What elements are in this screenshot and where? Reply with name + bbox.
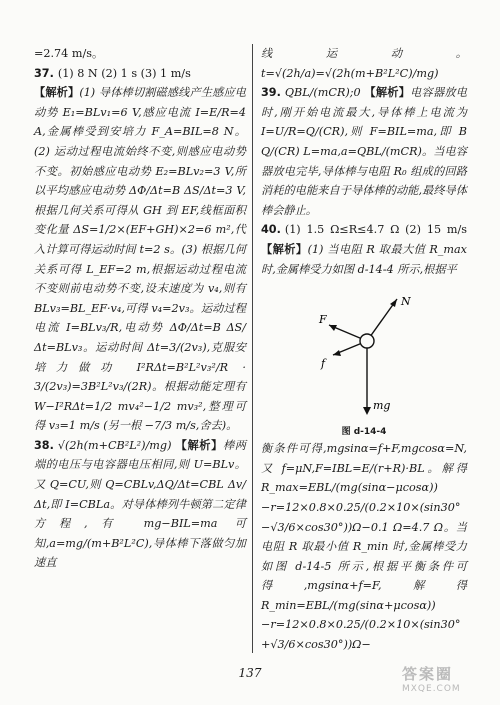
q40-analysis-tag: 【解析】	[261, 241, 308, 256]
q40-number: 40.	[261, 223, 281, 237]
force-N-head	[390, 299, 397, 307]
q38-answer: √(2h(m+CB²L²)/mg)	[57, 438, 172, 452]
q37-analysis-tag: 【解析】	[34, 85, 80, 100]
q39-block	[261, 83, 467, 220]
q36-ending: =2.74 m/s。	[34, 47, 104, 60]
q38-number: 38.	[34, 438, 54, 452]
q40-intro: (1) 当电阻 R 取最大值 R_max 时,金属棒受力如图 d-14-4 所示,根据平	[261, 242, 467, 276]
figure-caption: 图 d-14-4	[341, 427, 387, 438]
q37-body: (1) 导体棒切割磁感线产生感应电动势 E₁=BLv₁=6 V,感应电流 I=E/R=4 A,金属棒受到安培力 F_A=BIL=8 N。(2) 运动过程电流始终不变,则感应电动势不变。初始感应电动势 E₂=BLv₂=3 V,所以平均感应电动势 ΔΦ/Δt=B ΔS/Δt=3 V,根据几何关系可得从 GH 到 EF,线框面积变化量 ΔS=1/2×(EF+GH)×2=6 m²,代入计算可得运动时间 t=2 s。(3) 根据几何关系可得 L_EF=2 m,根据运动过程电流不变则前电动势不变,设末速度为 v₄,则有 BLv₃=BL_EF·v₄,可得 v₄=2v₃。运动过程电流 I=BLv₃/R,电动势 ΔΦ/Δt=B ΔS/Δt=BLv₃。运动时间 Δt=3/(2v₃),克服安培力做功 I²RΔt=B²L²v₃²/R · 3/(2v₃)=3B²L²v₃/(2R)。根据动能定理有 W−I²RΔt=1/2 mv₄²−1/2 mv₃²,整理可得 v₃=1 m/s (另一根 −7/3 m/s,舍去)。	[34, 86, 246, 433]
q38-body: 棒两端的电压与电容器电压相同,则 U=BLv。又 Q=CU,则 Q=CBLv,ΔQ/Δt=CBL Δv/Δt,即 I=CBLa。对导体棒列牛顿第二定律方程,有 mg−BIL=ma 可知,a=mg/(m+B²L²C),导体棒下落做匀加速直	[34, 438, 246, 570]
q40-after-figure: 衡条件可得,mgsinα=f+F,mgcosα=N,又 f=μN,F=IBL=E/(r+R)·BL。解得 R_max=EBL/(mg(sinα−μcosα))−r=12×0.8×0.25/(0.2×10×(sin30°−√3/6×cos30°))Ω−0.1 Ω=4.7 Ω。当电阻 R 取最小值 R_min 时,金属棒受力如图 d-14-5 所示,根据平衡条件可得,mgsinα+f=F,解得 R_min=EBL/(mg(sinα+μcosα))−r=12×0.8×0.25/(0.2×10×(sin30°+√3/6×cos30°))Ω−	[261, 442, 467, 652]
force-f-head	[333, 350, 341, 356]
q37-explanation	[34, 83, 246, 436]
q37-number: 37.	[34, 66, 54, 80]
q39-analysis-tag: 【解析】	[364, 85, 411, 100]
label-F: F	[319, 313, 327, 327]
label-f: f	[321, 357, 326, 371]
page-number: 137	[238, 666, 262, 680]
site-watermark	[402, 665, 490, 699]
q39-body: 电容器放电时,刚开始电流最大,导体棒上电流为 I=U/R=Q/(CR),则 F=BIL=ma,即 B Q/(CR) L=ma,a=QBL/(mCR)。当电容器放电完毕,导体棒与电阻 R₀ 组成的回路消耗的电能来自于导体棒的动能,最终导体棒会静止。	[261, 86, 467, 217]
label-N: N	[401, 295, 411, 309]
watermark-sub: MXQE.COM	[402, 684, 461, 694]
q37-answer: (1) 8 N (2) 1 s (3) 1 m/s	[57, 66, 191, 80]
watermark-main: 答案圈	[402, 665, 454, 683]
q38-analysis-tag: 【解析】	[175, 437, 223, 452]
column-divider	[252, 44, 253, 653]
q40-answer: (1) 1.5 Ω≤R≤4.7 Ω (2) 15 m/s	[284, 223, 467, 237]
q39-answer: QBL/(mCR);0	[284, 86, 361, 100]
q37-block	[34, 64, 246, 84]
q39-number: 39.	[261, 86, 281, 100]
q40-block	[261, 220, 467, 279]
rod-cross-section	[360, 334, 374, 348]
force-mg-head	[363, 407, 371, 415]
force-diagram	[289, 281, 439, 439]
left-column	[34, 44, 246, 653]
q38-continued: 线运动。t=√(2h/a)=√(2h(m+B²L²C)/mg)	[261, 47, 467, 80]
right-column	[261, 44, 467, 653]
q38-block	[34, 436, 246, 573]
force-diagram-svg	[289, 281, 439, 425]
label-mg: mg	[373, 399, 391, 413]
